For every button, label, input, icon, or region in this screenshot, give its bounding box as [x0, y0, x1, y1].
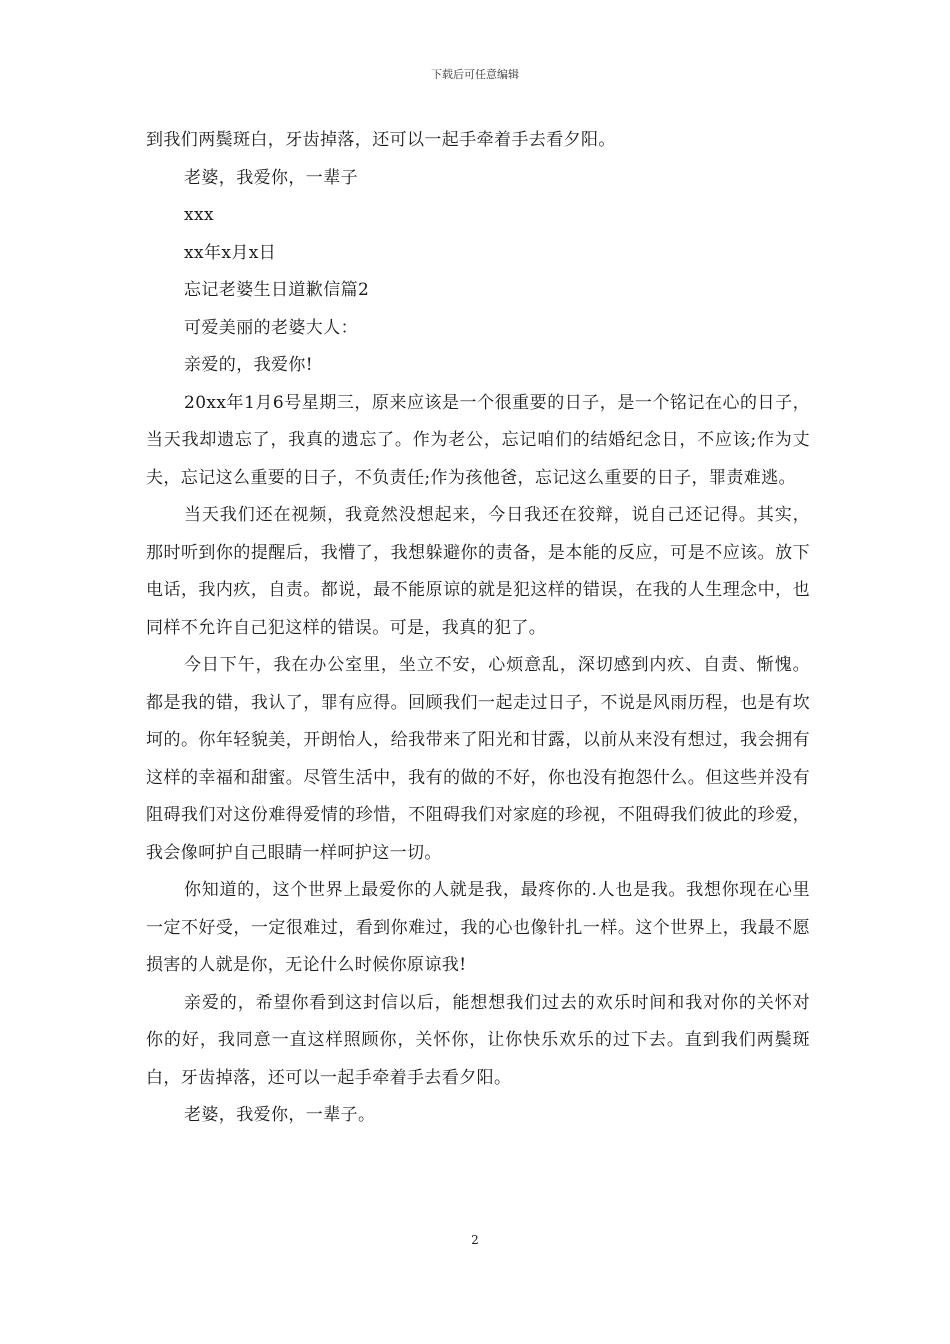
paragraph-date: xx年x月x日 [184, 242, 277, 263]
paragraph-continuation: 到我们两鬓斑白，牙齿掉落，还可以一起手牵着手去看夕阳。 [146, 130, 616, 150]
paragraph-salutation: 可爱美丽的老婆大人： [184, 317, 358, 338]
section-title: 忘记老婆生日道歉信篇2 [184, 280, 370, 300]
paragraph-signature: xxx [184, 205, 214, 225]
paragraph-body: 你知道的，这个世界上最爱你的人就是我，最疼你的.人也是我。我想你现在心里一定不好受，一定很难过，看到你难过，我的心也像针扎一样。这个世界上，我最不愿损害的人就是你，无论什么时候你原谅我! [146, 880, 810, 975]
paragraph-closing: 老婆，我爱你，一辈子 [184, 167, 358, 188]
paragraph-body: 今日下午，我在办公室里，坐立不安，心烦意乱，深切感到内疚、自责、惭愧。都是我的错，我认了，罪有应得。回顾我们一起走过日子，不说是风雨历程，也是有坎坷的。你年轻貌美，开朗怡人，给我带来了阳光和甘露，以前从来没有想过，我会拥有这样的幸福和甜蜜。尽管生活中，我有的做的不好，你也没有抱怨什么。但这些并没有阻碍我们对这份难得爱情的珍惜，不阻碍我们对家庭的珍视，不阻碍我们彼此的珍爱，我会像呵护自己眼睛一样呵护这一切。 [146, 655, 810, 863]
page-number: 2 [471, 1233, 479, 1247]
page-header: 下载后可任意编辑 [431, 68, 519, 81]
paragraph-greeting: 亲爱的，我爱你! [184, 355, 314, 375]
document-body [146, 122, 810, 1135]
paragraph-closing: 老婆，我爱你，一辈子。 [184, 1105, 376, 1125]
paragraph-body: 亲爱的，希望你看到这封信以后，能想想我们过去的欢乐时间和我对你的关怀对你的好，我同意一直这样照顾你，关怀你，让你快乐欢乐的过下去。直到我们两鬓斑白，牙齿掉落，还可以一起手牵着手去看夕阳。 [146, 992, 810, 1088]
paragraph-body: 当天我们还在视频，我竟然没想起来，今日我还在狡辩，说自己还记得。其实，那时听到你的提醒后，我懵了，我想躲避你的责备，是本能的反应，可是不应该。放下电话，我内疚，自责。都说，最不能原谅的就是犯这样的错误，在我的人生理念中，也同样不允许自己犯这样的错误。可是，我真的犯了。 [146, 505, 810, 638]
paragraph-body: 20xx年1月6号星期三，原来应该是一个很重要的日子，是一个铭记在心的日子，当天我却遗忘了，我真的遗忘了。作为老公，忘记咱们的结婚纪念日，不应该;作为丈夫，忘记这么重要的日子，不负责任;作为孩他爸，忘记这么重要的日子，罪责难逃。 [146, 392, 810, 488]
